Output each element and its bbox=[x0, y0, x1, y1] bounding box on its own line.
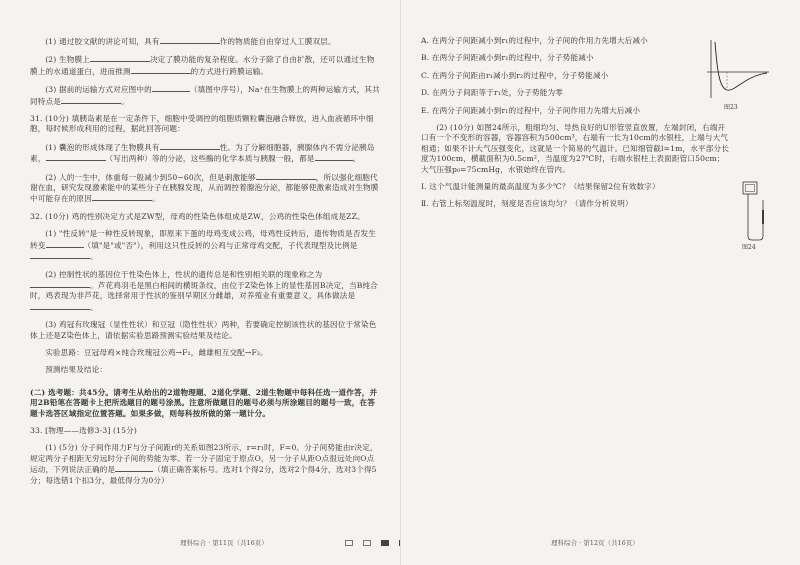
answer-blank[interactable] bbox=[152, 84, 190, 92]
q30-part3: (3) 据前的运输方式对应图中的 （填图中序号），Na⁺在生物膜上的两种运输方式，其共同特点是 。 bbox=[30, 85, 380, 106]
q32-part3: (3) 鸡冠有玫瑰冠（显性性状）和豆冠（隐性性状）两种，若要确定控制该性状的基因位于常染色体上还是Z染色体上，请依据实验思路预测实验结果及结论。 bbox=[30, 320, 377, 340]
q33-title: 33. [物理——选修3-3] (15分) bbox=[30, 425, 137, 435]
q33-part2-i: Ⅰ. 这个气温计能测量的最高温度为多少℃？（结果保留2位有效数字） bbox=[421, 182, 660, 192]
option-a: A. 在两分子间距减小到r₁的过程中，分子间的作用力先增大后减小 bbox=[421, 36, 648, 45]
answer-blank[interactable] bbox=[115, 464, 153, 472]
print-marks bbox=[345, 540, 400, 546]
registration-mark bbox=[363, 540, 371, 546]
q32-experiment: 实验思路：豆冠母鸡×纯合玫瑰冠公鸡→F₁，雌雄相互交配→F₂。 bbox=[45, 347, 268, 357]
q33-part1: (1) (5分) 分子间作用力F与分子间距r的关系如图23所示，r=r₁时，F=0。分子间势能由r决定，规定两分子相距无穷远时分子间的势能为零。若一分子固定于原点O，另一分子从距O点很远处向O点运动，下列说法正确的是 （填正确答案标号。选对1个得2分，选对2个得4分，选对3个得5分；每选错1个扣3分，最低得分为0分） bbox=[30, 443, 378, 485]
registration-mark bbox=[345, 540, 353, 546]
answer-blank[interactable] bbox=[61, 96, 121, 104]
answer-blank[interactable] bbox=[30, 280, 90, 288]
option-e: E. 在两分子间距减小到r₁的过程中，分子间作用力先增大后减小 bbox=[421, 105, 641, 115]
u-tube bbox=[748, 194, 763, 240]
figure-23-caption: 图23 bbox=[724, 104, 738, 111]
force-curve bbox=[715, 42, 767, 90]
right-page-text bbox=[421, 36, 729, 217]
q33-part2: (2) (10分) 如图24所示，粗细均匀、导热良好的U形管竖直放置，左端封闭，右端开口有一个不变形的容器，容器容积为500cm³，右端有一长为10cm的水银柱，上端与大气相通；如果不计大气压强变化，这就是一个简易的气温计。已知细管截l=1m，水平部分长度为100cm，横截面积为0.5cm²，当温度为27℃时，右端水银柱上表面距管口50cm；大气压强p₀=75cmHg，水银始终在管内。 bbox=[421, 123, 729, 174]
registration-mark bbox=[381, 540, 389, 546]
q33-part2-ii: Ⅱ. 右管上标刻温度时，刻度是否应该均匀？（请作分析说明） bbox=[421, 199, 633, 209]
answer-blank[interactable] bbox=[30, 302, 90, 310]
left-page-footer: 理科综合 · 第11页（共16页） bbox=[180, 539, 268, 547]
q31-part1: (1) 囊泡的形成体现了生物膜具有 性。为了分解细胞器，胰腺体内不需分泌胰岛素， （写出两种）等的分泌，这些酶的化学本质与胰腺一般，都是 。 bbox=[30, 142, 375, 164]
q30-part2: (2) 生物膜上 决定了膜功能的复杂程度。水分子除了自由扩散，还可以通过生物膜上的水通道蛋白，进而推测 的方式进行跨膜运输。 bbox=[30, 55, 375, 76]
force-distance-graph bbox=[701, 38, 771, 102]
answer-blank[interactable] bbox=[46, 240, 84, 248]
option-c: C. 在两分子间距由r₁减小到r₂的过程中，分子势能减小 bbox=[421, 70, 609, 80]
answer-blank[interactable] bbox=[160, 142, 220, 150]
answer-blank[interactable] bbox=[46, 153, 106, 161]
q31-stem: 31. (10分) 填胰岛素是在一定条件下，细胞中受调控的组胞质颗粒囊泡融合释放，进入血液循环中细胞，每时候形成利用的过程，据此回答问题： bbox=[30, 114, 374, 134]
q32-part1: (1) "性反转"是一种性反转现象，即原来下蛋的母鸡变成公鸡，母鸡性反转后，遗传物质是否发生转变 （填"是"或"否"），利用这只性反转的公鸡与正常母鸡交配，子代表现型及比例是。 bbox=[30, 229, 376, 262]
q31-part2: (2) 人的一生中，体重每一般减少到50~60次，但是刺激能够 ，所以强化细胞代谢在血，研究发现激素能中的某些分子在胰腺发现，从而调控着腺泡分泌，都能够使激素造成对生物膜中可能存在的原因 。 bbox=[30, 172, 379, 204]
answer-blank[interactable] bbox=[131, 66, 191, 74]
answer-blank[interactable] bbox=[90, 54, 150, 62]
option-d: D. 在两分子间距等于r₁处，分子势能为零 bbox=[421, 88, 563, 98]
right-page bbox=[400, 0, 800, 565]
answer-blank[interactable] bbox=[30, 251, 90, 259]
q32-prediction: 预测结果及结论： bbox=[45, 365, 108, 375]
option-b: B. 在两分子间距减小到r₁的过程中，分子势能减小 bbox=[421, 53, 594, 63]
q32-part2: (2) 控制性状的基因位于性染色体上，性状的遗传总是和性别相关联的现象称之为。芦花鸡羽毛是黑白相间的横斑条纹，由位于Z染色体上的显性基因B决定，当B纯合时，鸡表现为非芦花，选择常用于性状的鉴别早期区分雌雄，对养殖业有重要意义，具体做法是。 bbox=[30, 269, 378, 312]
u-tube-diagram bbox=[739, 180, 769, 242]
container-inner bbox=[746, 185, 755, 192]
answer-blank[interactable] bbox=[160, 36, 220, 44]
left-page-text bbox=[30, 36, 382, 493]
right-page-footer: 理科综合 · 第12页（共16页） bbox=[551, 539, 639, 547]
answer-blank[interactable] bbox=[315, 153, 353, 161]
container bbox=[743, 182, 757, 194]
q32-stem: 32. (10分) 鸡的性别决定方式是ZW型，母鸡的性染色体组成是ZW，公鸡的性染色体组成是ZZ。 bbox=[30, 211, 365, 221]
elective-instructions: (二) 选考题：共45分。请考生从给出的2道物理题、2道化学题、2道生物题中每科任选一道作答，并用2B铅笔在答题卡上把所选题目的题号涂黑。注意所做题目的题号必须与所涂题目的题号一致，在答题卡选答区域指定位置答题。如果多做，则每科按所做的第一题计分。 bbox=[30, 387, 378, 418]
answer-blank[interactable] bbox=[256, 172, 316, 180]
answer-blank[interactable] bbox=[92, 193, 152, 201]
q30-part1: (1) 通过胶文献的讲论可知，具有 作的物质能自由穿过人工膜双层。 bbox=[45, 37, 336, 46]
figure-24-caption: 图24 bbox=[742, 244, 756, 251]
